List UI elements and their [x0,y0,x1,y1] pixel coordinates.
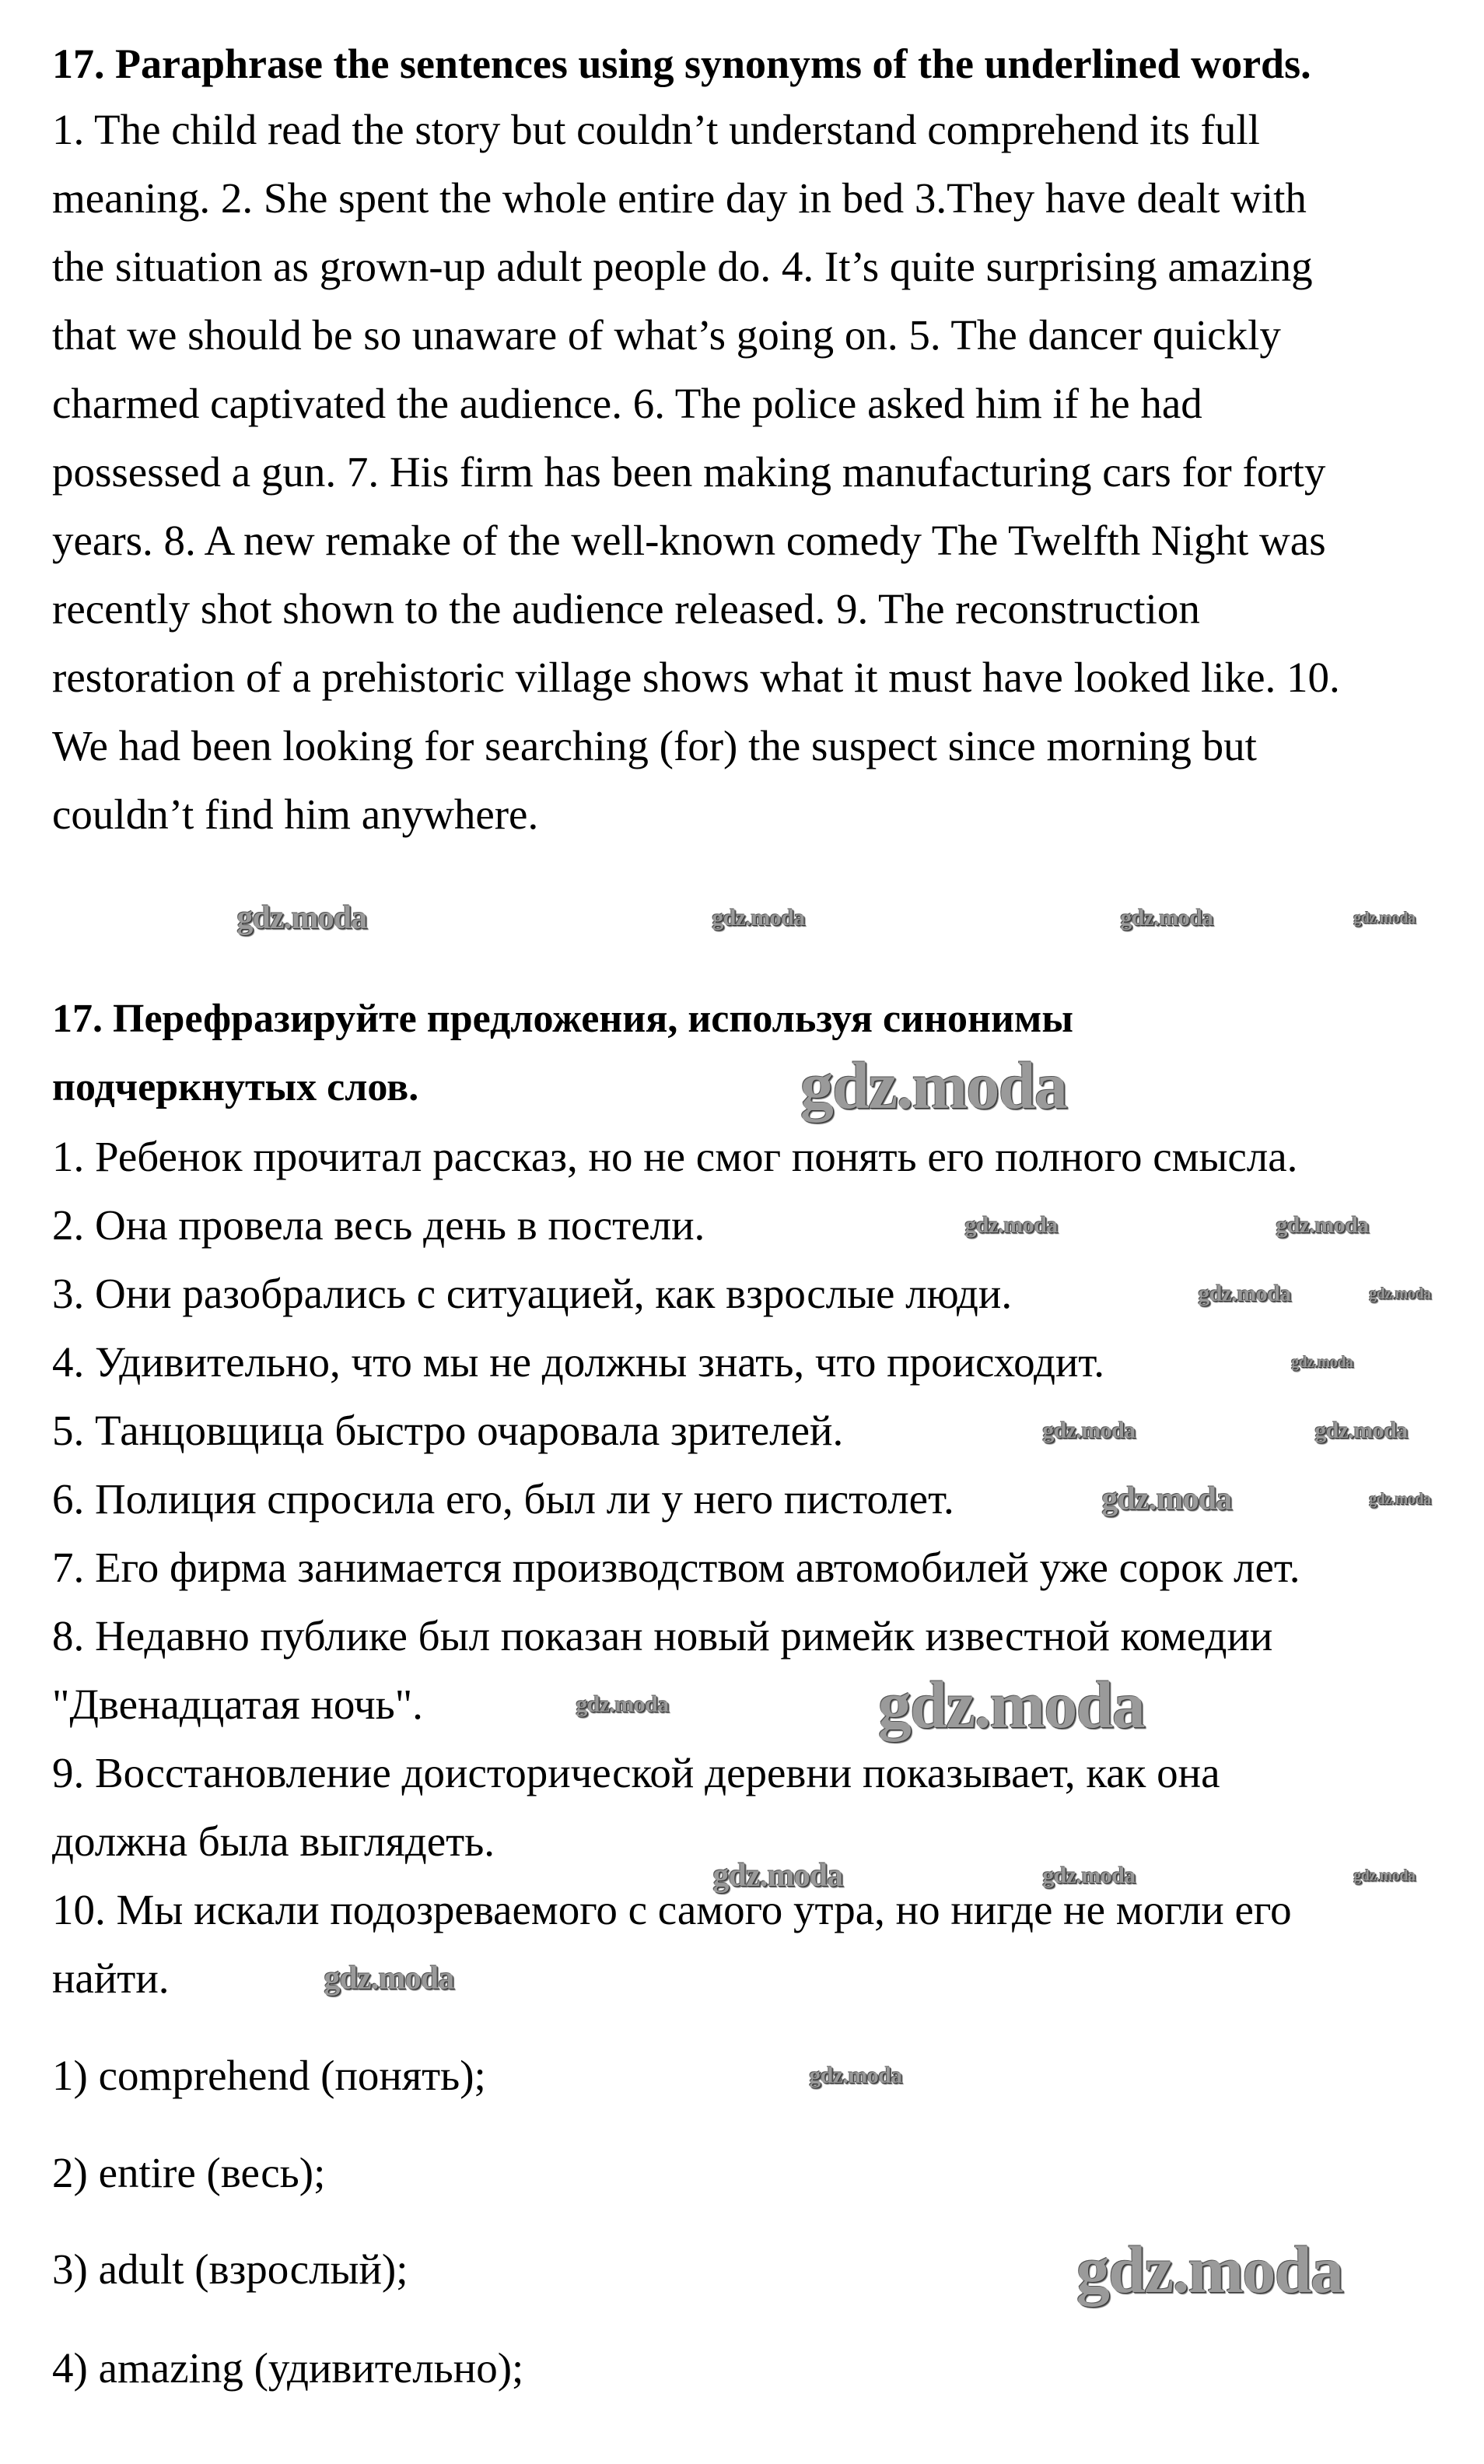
russian-line: должна была выглядеть. [52,1817,495,1865]
russian-line: 8. Недавно публике был показан новый римейк известной комедии [52,1612,1273,1660]
english-line: the situation as grown-up adult people do. 4. It’s quite surprising amazing [52,243,1313,290]
watermark-logo: gdz.moda [1198,1281,1291,1306]
watermark-logo: gdz.moda [1042,1418,1136,1443]
russian-line: 7. Его фирма занимается производством автомобилей уже сорок лет. [52,1544,1300,1591]
watermark-logo: gdz.moda [1120,905,1213,931]
russian-line: 6. Полиция спросила его, был ли у него пистолет. [52,1475,954,1523]
watermark-logo: gdz.moda [877,1667,1145,1742]
answer-item: 1) comprehend (понять); [52,2052,486,2099]
russian-line: 1. Ребенок прочитал рассказ, но не смог понять его полного смысла. [52,1133,1298,1180]
watermark-logo: gdz.moda [1314,1418,1408,1443]
english-exercise-title: 17. Paraphrase the sentences using synonyms of the underlined words. [52,40,1311,87]
russian-line: "Двенадцатая ночь". [52,1681,423,1728]
watermark-logo: gdz.moda [1276,1212,1369,1238]
english-line: restoration of a prehistoric village shows what it must have looked like. 10. [52,654,1340,701]
watermark-logo: gdz.moda [1353,910,1416,927]
watermark-logo: gdz.moda [324,1961,454,1996]
english-line: possessed a gun. 7. His firm has been making manufacturing cars for forty [52,448,1326,496]
watermark-logo: gdz.moda [964,1212,1058,1238]
english-line: meaning. 2. She spent the whole entire day in bed 3.They have dealt with [52,174,1307,222]
answer-item: 3) adult (взрослый); [52,2245,408,2293]
english-line: years. 8. A new remake of the well-known comedy The Twelfth Night was [52,517,1326,564]
russian-line: 2. Она провела весь день в постели. [52,1201,705,1249]
watermark-logo: gdz.moda [809,2063,902,2088]
watermark-logo: gdz.moda [1369,1491,1431,1508]
russian-line: 10. Мы искали подозреваемого с самого утра, но нигде не могли его [52,1886,1292,1933]
watermark-logo: gdz.moda [576,1691,669,1717]
russian-line: 3. Они разобрались с ситуацией, как взрослые люди. [52,1270,1013,1317]
watermark-logo: gdz.moda [712,905,805,931]
russian-line: 4. Удивительно, что мы не должны знать, что происходит. [52,1338,1105,1386]
russian-line: 9. Восстановление доисторической деревни показывает, как она [52,1749,1220,1796]
watermark-logo: gdz.moda [1353,1867,1416,1884]
watermark-logo: gdz.moda [1042,1863,1136,1888]
english-line: recently shot shown to the audience released. 9. The reconstruction [52,585,1200,633]
english-line: charmed captivated the audience. 6. The police asked him if he had [52,380,1202,427]
russian-line: 5. Танцовщица быстро очаровала зрителей. [52,1407,844,1454]
answer-item: 2) entire (весь); [52,2149,326,2196]
russian-exercise-title-line1: 17. Перефразируйте предложения, используя синонимы [52,997,1073,1041]
watermark-logo: gdz.moda [712,1858,843,1894]
watermark-logo: gdz.moda [1291,1354,1353,1371]
english-line: We had been looking for searching (for) the suspect since morning but [52,722,1257,769]
watermark-logo: gdz.moda [1076,2232,1343,2307]
watermark-logo: gdz.moda [236,900,367,936]
russian-line: найти. [52,1954,170,2002]
russian-exercise-title-line2: подчеркнутых слов. [52,1065,419,1109]
answer-item: 4) amazing (удивительно); [52,2344,524,2392]
watermark-logo: gdz.moda [1369,1285,1431,1302]
watermark-logo: gdz.moda [1101,1481,1232,1517]
english-line: 1. The child read the story but couldn’t understand comprehend its full [52,106,1260,153]
english-line: that we should be so unaware of what’s going on. 5. The dancer quickly [52,311,1281,359]
watermark-logo: gdz.moda [800,1048,1067,1123]
english-line: couldn’t find him anywhere. [52,790,539,838]
